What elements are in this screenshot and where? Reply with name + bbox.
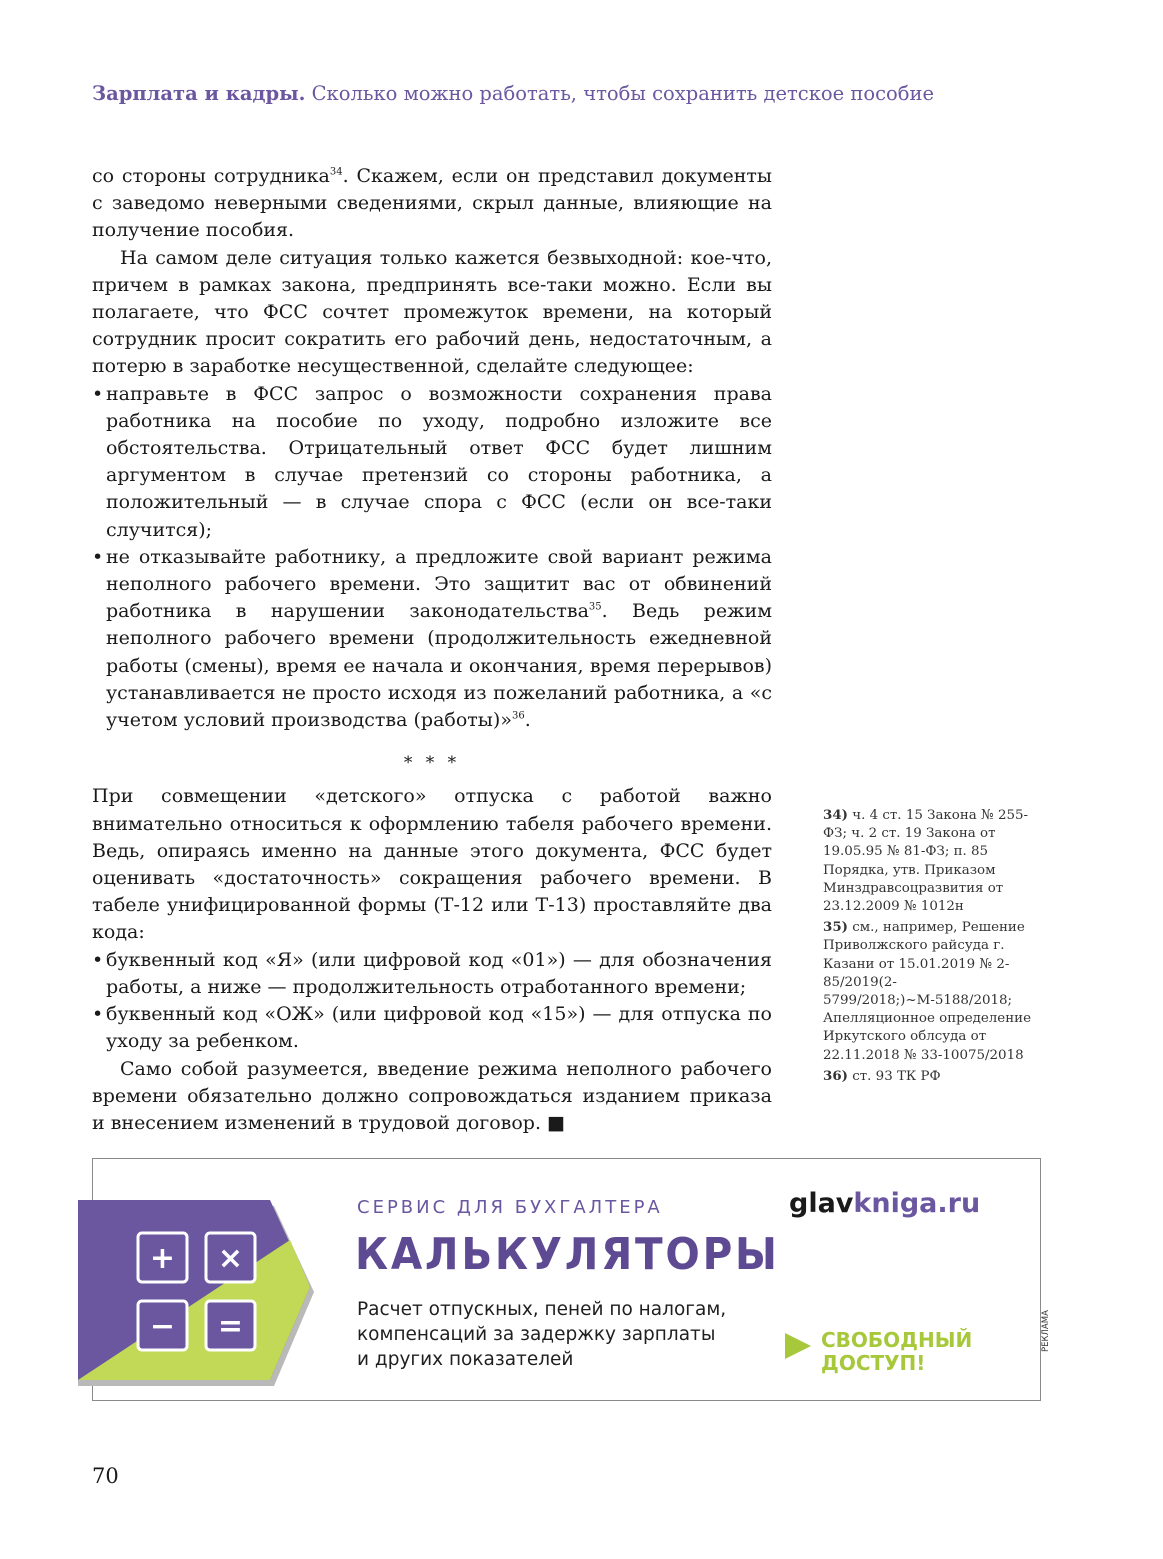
calc-key-plus xyxy=(138,1233,187,1282)
ad-label: РЕКЛАМА xyxy=(1041,1310,1051,1352)
paragraph-1-text: со стороны сотрудника xyxy=(92,165,330,187)
ad-title: КАЛЬКУЛЯТОРЫ xyxy=(355,1229,780,1280)
footnote-ref-36[interactable]: 36 xyxy=(511,710,525,722)
ad-description-line: Расчет отпускных, пеней по налогам, xyxy=(357,1299,727,1320)
section-divider: * * * xyxy=(403,753,461,774)
running-header xyxy=(92,82,934,105)
list-item: • буквенный код «ОЖ» (или цифровой код «15») — для отпуска по уходу за ребенком. xyxy=(92,1001,772,1055)
ad-free-line: СВОБОДНЫЙ xyxy=(821,1328,973,1352)
plus-icon: + xyxy=(149,1241,176,1276)
footnote-text: см., например, Решение Приволжского райсуда г. Казани от 15.01.2019 № 2-85/2019(2-5799/2018;)~М-5188/2018; Апелляционное определение Иркутского облсуда от 22.11.2018 № 33-10075/2018 xyxy=(823,920,1031,1063)
code-list xyxy=(92,947,772,1056)
footnote-ref-34[interactable]: 34 xyxy=(329,166,343,178)
footnote-number: 36) xyxy=(823,1067,848,1084)
list-item-text: не отказывайте работнику, а предложите свой вариант режима неполного рабочего времени. Это защитит вас от обвинений работника в нарушении законодательства xyxy=(106,545,772,623)
calc-key-equals xyxy=(206,1301,255,1350)
list-item xyxy=(92,544,772,734)
equals-icon: = xyxy=(217,1309,244,1344)
footnote-ref-35[interactable]: 35 xyxy=(588,601,602,613)
header-section: Зарплата и кадры. xyxy=(92,82,306,105)
ad-free-line: ДОСТУП! xyxy=(821,1351,926,1375)
footnote-number: 34) xyxy=(823,807,848,823)
footnote-text: ст. 93 ТК РФ xyxy=(852,1068,941,1084)
list-item: • буквенный код «Я» (или цифровой код «01») — для обозначения работы, а ниже — продолжительность отработанного времени; xyxy=(92,947,772,1001)
ad-kicker: СЕРВИС ДЛЯ БУХГАЛТЕРА xyxy=(357,1197,663,1218)
calc-key-multiply xyxy=(206,1233,255,1282)
end-mark: ■ xyxy=(547,1111,566,1134)
footnote-text: ч. 4 ст. 15 Закона № 255-ФЗ; ч. 2 ст. 19 Закона от 19.05.95 № 81-ФЗ; п. 85 Порядка, утв. Приказом Минздравсоцразвития от 23.12.2009 № 1012н xyxy=(823,808,1029,915)
footnote-number: 35) xyxy=(823,919,848,936)
list-item: • направьте в ФСС запрос о возможности сохранения права работника на пособие по уходу, подробно изложите все обстоятельства. Отрицательный ответ ФСС будет лишним аргументом в случае претензий со стороны работника, а положительный — в случае спора с ФСС (если он все-таки случится); xyxy=(92,381,772,544)
minus-icon: − xyxy=(149,1309,176,1344)
ad-description xyxy=(357,1297,777,1372)
footnote-36 xyxy=(823,1067,1048,1086)
site-part-2: kniga.ru xyxy=(853,1188,981,1219)
calculator-badge xyxy=(78,1200,320,1390)
paragraph-4 xyxy=(92,1056,772,1138)
footnote-35 xyxy=(823,918,1048,1065)
ad-site-link[interactable] xyxy=(789,1188,980,1219)
footnote-34 xyxy=(823,806,1048,916)
paragraph-2: На самом деле ситуация только кажется безвыходной: кое-что, причем в рамках закона, предпринять все-таки можно. Если вы полагаете, что ФСС сочтет промежуток времени, на который сотрудник просит сократить его рабочий день, недостаточным, а потерю в заработке несущественной, сделайте следующее: xyxy=(92,246,772,378)
header-title: Сколько можно работать, чтобы сохранить детское пособие xyxy=(311,82,935,105)
list-item-text-end: . xyxy=(524,709,531,732)
paragraph-1-text-cont: . Скажем, если он представил документы с заведомо неверными сведениями, скрыл данные, влияющие на получение пособия. xyxy=(92,165,772,242)
play-arrow-icon xyxy=(783,1331,813,1361)
ad-free-access[interactable] xyxy=(821,1329,972,1375)
ad-description-line: и других показателей xyxy=(357,1349,574,1370)
footnotes xyxy=(823,806,1048,1088)
list-item-text-cont: . Ведь режим неполного рабочего времени (продолжительность ежедневной работы (смены), время ее начала и окончания, время перерывов) устанавливается не просто исходя из пожеланий работника, а «с учетом условий производства (работы)» xyxy=(106,600,773,732)
multiply-icon: × xyxy=(217,1241,244,1276)
ad-description-line: компенсаций за задержку зарплаты xyxy=(357,1324,716,1345)
action-list xyxy=(92,381,772,735)
site-part-1: glav xyxy=(789,1188,854,1219)
paragraph-3: При совмещении «детского» отпуска с работой важно внимательно относиться к оформлению табеля рабочего времени. Ведь, опираясь именно на данные этого документа, ФСС будет оценивать «достаточность» сокращения рабочего времени. В табеле унифицированной формы (Т-12 или Т-13) проставляйте два кода: xyxy=(92,785,772,944)
body-text-top xyxy=(92,163,772,1137)
paragraph-4-text: Само собой разумеется, введение режима неполного рабочего времени обязательно должно сопровождаться изданием приказа и внесением изменений в трудовой договор. xyxy=(92,1057,772,1134)
calc-key-minus xyxy=(138,1301,187,1350)
page-number: 70 xyxy=(92,1464,119,1488)
paragraph-1 xyxy=(92,163,772,245)
